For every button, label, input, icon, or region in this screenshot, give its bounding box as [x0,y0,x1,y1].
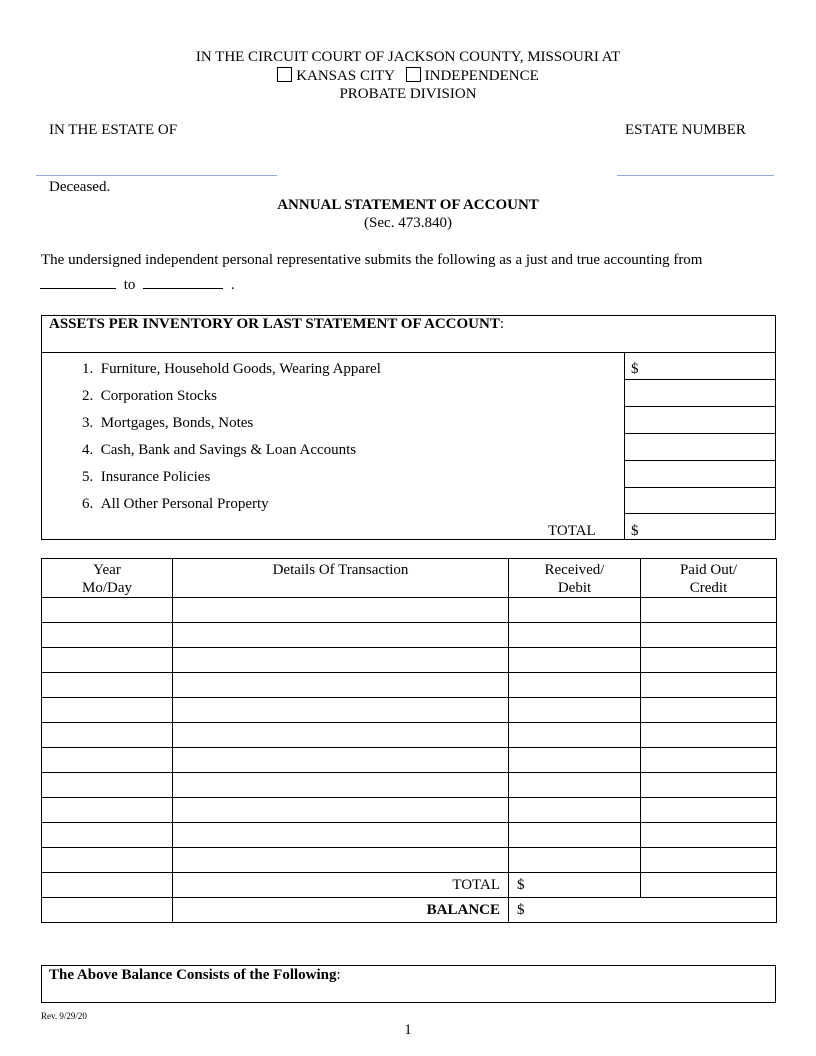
total-date-cell [42,873,173,898]
division-heading: PROBATE DIVISION [339,86,477,102]
date-cell[interactable] [42,698,173,723]
balance-row [42,898,777,923]
asset-amount-field[interactable] [627,435,774,459]
date-cell[interactable] [42,748,173,773]
paid-cell[interactable] [641,598,777,623]
from-date-field[interactable] [40,274,116,289]
received-total-dollar: $ [517,876,525,893]
details-cell[interactable] [173,798,509,823]
date-cell[interactable] [42,798,173,823]
deceased-label: Deceased. [49,179,111,195]
assets-amount-column-divider [624,352,625,540]
paid-cell[interactable] [641,723,777,748]
paid-cell[interactable] [641,673,777,698]
revision-date: Rev. 9/29/20 [41,1011,87,1021]
details-cell[interactable] [173,773,509,798]
received-total-field[interactable] [509,873,641,898]
intro-text: The undersigned independent personal representative submits the following as a just and true accounting from [41,252,703,268]
received-cell[interactable] [509,598,641,623]
table-row [42,848,777,873]
to-word: to [123,277,136,293]
independence-checkbox[interactable] [406,67,421,82]
balance-label: BALANCE [173,898,509,923]
date-cell[interactable] [42,623,173,648]
details-cell[interactable] [173,848,509,873]
details-cell[interactable] [173,723,509,748]
received-cell[interactable] [509,623,641,648]
assets-divider [41,352,776,353]
date-cell[interactable] [42,648,173,673]
date-cell[interactable] [42,823,173,848]
paid-cell[interactable] [641,848,777,873]
received-column-header: Received/ Debit [509,559,641,598]
year-column-header: Year Mo/Day [42,559,173,598]
date-range [40,274,235,294]
received-cell[interactable] [509,673,641,698]
table-row [42,723,777,748]
paid-total-field[interactable] [641,873,777,898]
date-cell[interactable] [42,848,173,873]
paid-cell[interactable] [641,648,777,673]
form-title: ANNUAL STATEMENT OF ACCOUNT [277,197,539,213]
balance-consists-heading: The Above Balance Consists of the Following: [49,967,341,983]
balance-dollar: $ [517,901,525,918]
kansas-city-checkbox[interactable] [277,67,292,82]
independence-label: INDEPENDENCE [424,68,539,84]
date-cell[interactable] [42,723,173,748]
table-row [42,598,777,623]
assets-total-dollar: $ [631,523,639,539]
table-row [42,673,777,698]
table-row [42,698,777,723]
received-cell[interactable] [509,748,641,773]
received-cell[interactable] [509,723,641,748]
transactions-header-row [42,559,777,598]
paid-cell[interactable] [641,748,777,773]
asset-item: 5. Insurance Policies [82,469,211,485]
end-period: . [230,277,235,293]
date-cell[interactable] [42,673,173,698]
estate-number-field[interactable] [617,175,774,176]
transactions-total-label: TOTAL [173,873,509,898]
assets-total-label: TOTAL [548,523,596,539]
court-heading: IN THE CIRCUIT COURT OF JACKSON COUNTY, MISSOURI AT [195,49,621,65]
asset-amount-field[interactable] [627,489,774,512]
received-cell[interactable] [509,848,641,873]
table-row [42,773,777,798]
details-cell[interactable] [173,823,509,848]
paid-cell[interactable] [641,623,777,648]
asset-amount-dollar: $ [631,361,639,377]
asset-amount-field[interactable] [627,381,774,405]
received-cell[interactable] [509,798,641,823]
estate-name-field[interactable] [36,175,277,176]
table-row [42,798,777,823]
paid-cell[interactable] [641,698,777,723]
details-column-header: Details Of Transaction [173,559,509,598]
asset-item: 2. Corporation Stocks [82,388,217,404]
asset-item: 1. Furniture, Household Goods, Wearing Apparel [82,361,381,377]
asset-item: 6. All Other Personal Property [82,496,269,512]
assets-heading: ASSETS PER INVENTORY OR LAST STATEMENT OF ACCOUNT: [49,316,504,332]
paid-column-header: Paid Out/ Credit [641,559,777,598]
received-cell[interactable] [509,648,641,673]
asset-amount-field[interactable] [627,462,774,486]
transactions-table [41,558,777,923]
kansas-city-label: KANSAS CITY [296,68,395,84]
page-number: 1 [404,1022,412,1038]
estate-number-label: ESTATE NUMBER [625,122,746,138]
to-date-field[interactable] [143,274,223,289]
details-cell[interactable] [173,698,509,723]
asset-amount-field[interactable] [627,408,774,432]
paid-cell[interactable] [641,798,777,823]
balance-field[interactable] [509,898,777,923]
asset-item: 3. Mortgages, Bonds, Notes [82,415,254,431]
table-row [42,623,777,648]
asset-item: 4. Cash, Bank and Savings & Loan Accounts [82,442,357,458]
table-row [42,823,777,848]
received-cell[interactable] [509,698,641,723]
paid-cell[interactable] [641,773,777,798]
details-cell[interactable] [173,648,509,673]
received-cell[interactable] [509,773,641,798]
estate-of-label: IN THE ESTATE OF [49,122,178,138]
table-row [42,748,777,773]
transactions-total-row [42,873,777,898]
date-cell[interactable] [42,773,173,798]
table-row [42,648,777,673]
location-options [0,67,816,85]
date-cell[interactable] [42,598,173,623]
balance-date-cell [42,898,173,923]
received-cell[interactable] [509,823,641,848]
statute-reference: (Sec. 473.840) [364,215,452,231]
details-cell[interactable] [173,748,509,773]
paid-cell[interactable] [641,823,777,848]
details-cell[interactable] [173,673,509,698]
details-cell[interactable] [173,598,509,623]
details-cell[interactable] [173,623,509,648]
